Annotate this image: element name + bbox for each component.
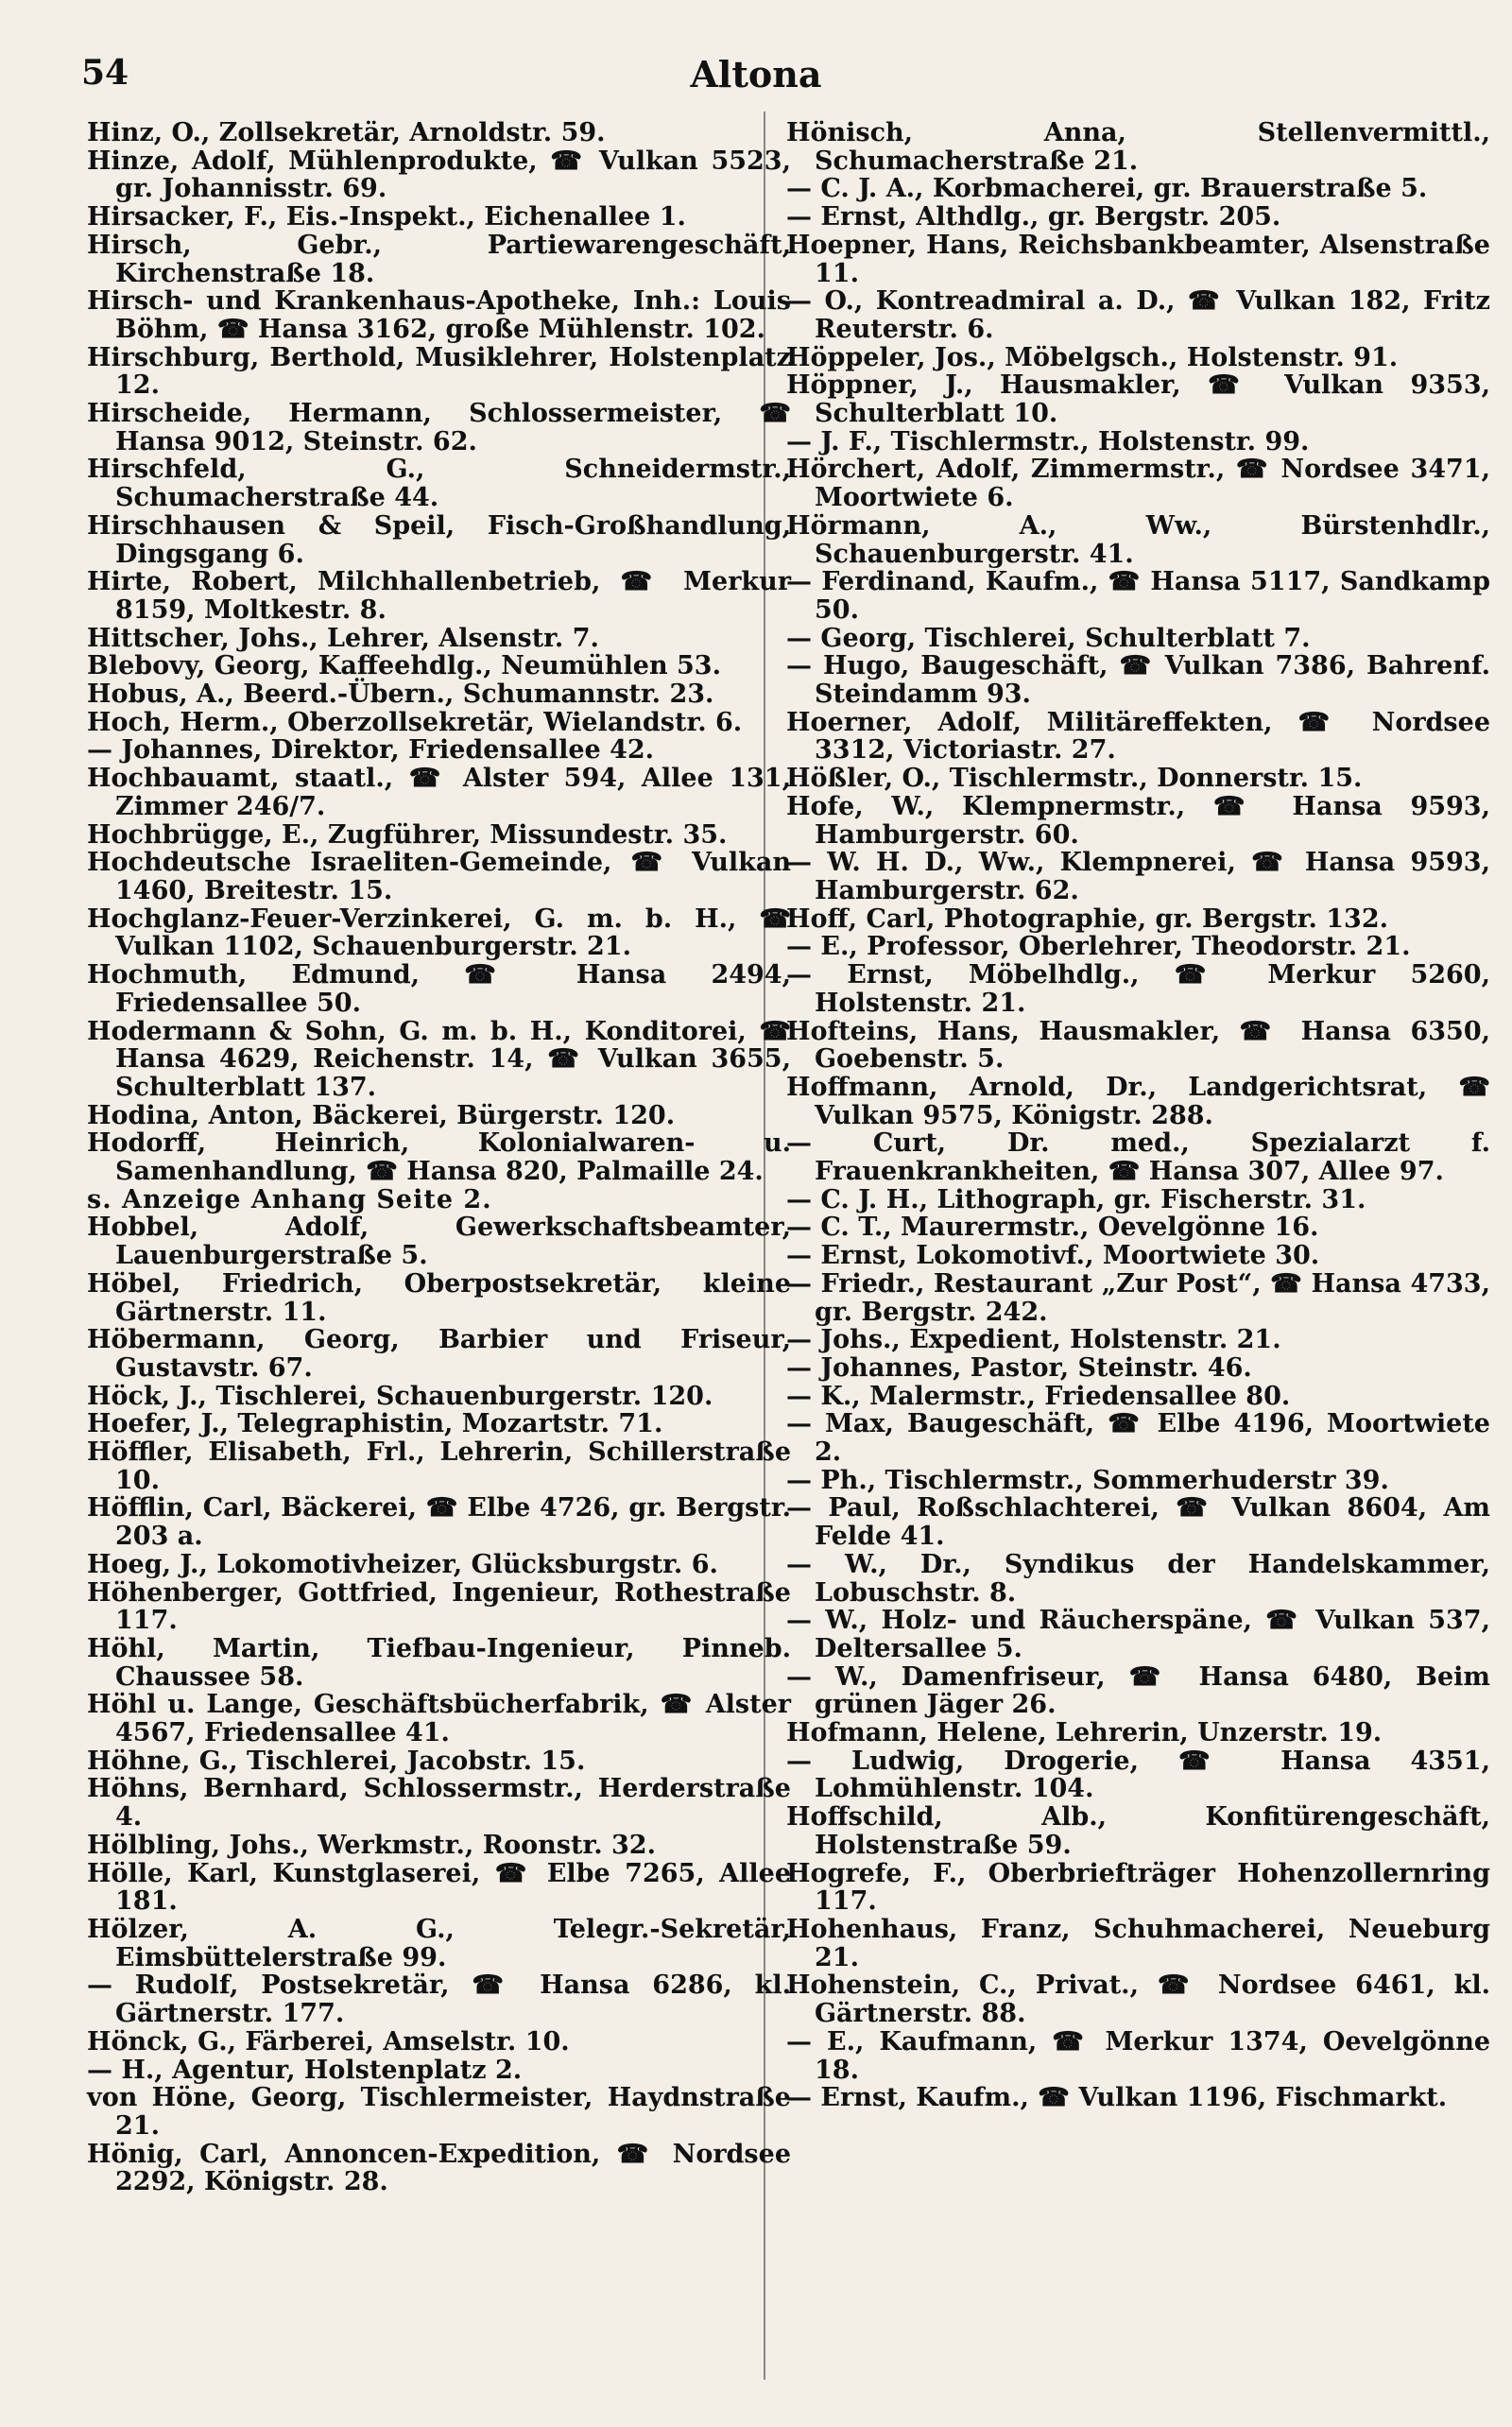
directory-entry: — Rudolf, Postsekretär, ☎ Hansa 6286, kl. Gärtnerstr. 177.	[87, 1971, 791, 2029]
directory-entry: Hirschhausen & Speil, Fisch-Großhandlung, Dingsgang 6.	[87, 510, 791, 569]
directory-entry: Hirscheide, Hermann, Schlossermeister, ☎ Hansa 9012, Steinstr. 62.	[87, 399, 791, 456]
directory-entry: — Johannes, Direktor, Friedensallee 42.	[87, 735, 655, 766]
directory-entry: Blebovy, Georg, Kaffeehdlg., Neumühlen 53.	[87, 651, 721, 681]
directory-entry: Hodermann & Sohn, G. m. b. H., Konditorei, ☎ Hansa 4629, Reichenstr. 14, ☎ Vulkan 3655, Schulterblatt 137.	[87, 1016, 791, 1102]
page-header	[0, 53, 1512, 110]
directory-entry: Hönisch, Anna, Stellenvermittl., Schumacherstraße 21.	[786, 118, 1490, 176]
directory-entry: Hirte, Robert, Milchhallenbetrieb, ☎ Merkur 8159, Moltkestr. 8.	[87, 567, 791, 625]
directory-entry: Hohenstein, C., Privat., ☎ Nordsee 6461, kl. Gärtnerstr. 88.	[786, 1971, 1490, 2029]
directory-entry: — C. T., Maurermstr., Oevelgönne 16.	[786, 1213, 1319, 1243]
directory-entry: — Max, Baugeschäft, ☎ Elbe 4196, Moortwiete 2.	[786, 1409, 1490, 1468]
directory-entry: Hölle, Karl, Kunstglaserei, ☎ Elbe 7265, Allee 181.	[87, 1858, 791, 1917]
directory-entry: — Curt, Dr. med., Spezialarzt f. Frauenkrankheiten, ☎ Hansa 307, Allee 97.	[786, 1128, 1490, 1187]
directory-entry: Hofteins, Hans, Hausmakler, ☎ Hansa 6350, Goebenstr. 5.	[786, 1016, 1490, 1075]
directory-entry: — Johs., Expedient, Holstenstr. 21.	[786, 1325, 1281, 1355]
directory-entry: — W., Holz- und Räucherspäne, ☎ Vulkan 537, Deltersallee 5.	[786, 1606, 1490, 1663]
right-column	[786, 119, 1490, 2112]
directory-entry: Höhne, G., Tischlerei, Jacobstr. 15.	[87, 1746, 586, 1776]
advertisement-notice: s. Anzeige Anhang Seite 2.	[87, 1184, 492, 1214]
directory-entry: — Johannes, Pastor, Steinstr. 46.	[786, 1352, 1252, 1383]
directory-entry: Hirsacker, F., Eis.-Inspekt., Eichenallee 1.	[87, 202, 686, 232]
directory-entry: — J. F., Tischlermstr., Holstenstr. 99.	[786, 426, 1310, 456]
directory-entry: — Ludwig, Drogerie, ☎ Hansa 4351, Lohmühlenstr. 104.	[786, 1746, 1490, 1804]
directory-entry: Hörchert, Adolf, Zimmermstr., ☎ Nordsee 3471, Moortwiete 6.	[786, 455, 1490, 513]
directory-entry: Hoff, Carl, Photographie, gr. Bergstr. 132.	[786, 904, 1389, 934]
directory-entry: — E., Professor, Oberlehrer, Theodorstr. 21.	[786, 932, 1411, 962]
directory-entry: — Ernst, Lokomotivf., Moortwiete 30.	[786, 1241, 1320, 1271]
directory-entry: Hoerner, Adolf, Militäreffekten, ☎ Nordsee 3312, Victoriastr. 27.	[786, 707, 1490, 766]
directory-entry: Hochbauamt, staatl., ☎ Alster 594, Allee 131, Zimmer 246/7.	[87, 764, 791, 821]
directory-entry: Hirschfeld, G., Schneidermstr., Schumacherstraße 44.	[87, 455, 791, 513]
directory-entry: Hinz, O., Zollsekretär, Arnoldstr. 59.	[87, 118, 606, 147]
directory-entry: Höbel, Friedrich, Oberpostsekretär, kleine Gärtnerstr. 11.	[87, 1268, 791, 1327]
directory-entry: — Georg, Tischlerei, Schulterblatt 7.	[786, 623, 1311, 653]
directory-entry: — W. H. D., Ww., Klempnerei, ☎ Hansa 9593, Hamburgerstr. 62.	[786, 848, 1490, 905]
directory-entry: — K., Malermstr., Friedensallee 80.	[786, 1381, 1291, 1411]
directory-entry: — Ph., Tischlermstr., Sommerhuderstr 39.	[786, 1465, 1389, 1495]
directory-entry: Höhl u. Lange, Geschäftsbücherfabrik, ☎ Alster 4567, Friedensallee 41.	[87, 1690, 791, 1748]
directory-entry: Hönck, G., Färberei, Amselstr. 10.	[87, 2026, 570, 2057]
directory-entry: Höhl, Martin, Tiefbau-Ingenieur, Pinneb. Chaussee 58.	[87, 1633, 791, 1692]
directory-entry: Hobbel, Adolf, Gewerkschaftsbeamter, Lauenburgerstraße 5.	[87, 1213, 791, 1271]
directory-entry: Hoffmann, Arnold, Dr., Landgerichtsrat, ☎ Vulkan 9575, Königstr. 288.	[786, 1072, 1490, 1130]
directory-entry: Hönig, Carl, Annoncen-Expedition, ☎ Nordsee 2292, Königstr. 28.	[87, 2139, 791, 2197]
directory-entry: Hochglanz-Feuer-Verzinkerei, G. m. b. H., ☎ Vulkan 1102, Schauenburgerstr. 21.	[87, 904, 791, 962]
directory-entry: Hittscher, Johs., Lehrer, Alsenstr. 7.	[87, 623, 599, 653]
directory-entry: Hirschburg, Berthold, Musiklehrer, Holstenplatz 12.	[87, 342, 791, 401]
directory-entry: Hobus, A., Beerd.-Übern., Schumannstr. 23.	[87, 680, 714, 710]
directory-entry: — Ernst, Kaufm., ☎ Vulkan 1196, Fischmarkt.	[786, 2083, 1448, 2113]
directory-entry: Hodorff, Heinrich, Kolonialwaren- u. Samenhandlung, ☎ Hansa 820, Palmaille 24.	[87, 1128, 791, 1187]
directory-entry: Höppner, J., Hausmakler, ☎ Vulkan 9353, Schulterblatt 10.	[786, 370, 1490, 429]
directory-entry: Hogrefe, F., Oberbriefträger Hohenzollernring 117.	[786, 1858, 1490, 1917]
directory-entry: — Friedr., Restaurant „Zur Post“, ☎ Hansa 4733, gr. Bergstr. 242.	[786, 1268, 1490, 1327]
directory-entry: Höhenberger, Gottfried, Ingenieur, Rothestraße 117.	[87, 1577, 791, 1636]
directory-entry: Hofe, W., Klempnermstr., ☎ Hansa 9593, Hamburgerstr. 60.	[786, 791, 1490, 850]
directory-entry: Hoeg, J., Lokomotivheizer, Glücksburgstr. 6.	[87, 1549, 718, 1579]
running-title: Altona	[690, 53, 822, 95]
directory-entry: Höck, J., Tischlerei, Schauenburgerstr. 120.	[87, 1381, 713, 1411]
directory-entry: — Ferdinand, Kaufm., ☎ Hansa 5117, Sandkamp 50.	[786, 567, 1490, 625]
directory-entry: — C. J. A., Korbmacherei, gr. Brauerstraße 5.	[786, 174, 1428, 204]
directory-entry: Hochmuth, Edmund, ☎ Hansa 2494, Friedensallee 50.	[87, 960, 791, 1018]
directory-entry: Hohenhaus, Franz, Schuhmacherei, Neueburg 21.	[786, 1915, 1490, 1972]
page-number: 54	[81, 53, 129, 93]
directory-entry: Höfflin, Carl, Bäckerei, ☎ Elbe 4726, gr. Bergstr. 203 a.	[87, 1493, 791, 1552]
directory-entry: — W., Dr., Syndikus der Handelskammer, Lobuschstr. 8.	[786, 1549, 1490, 1608]
directory-entry: — C. J. H., Lithograph, gr. Fischerstr. 31.	[786, 1184, 1366, 1214]
directory-entry: — Paul, Roßschlachterei, ☎ Vulkan 8604, Am Felde 41.	[786, 1493, 1490, 1552]
directory-entry: — Hugo, Baugeschäft, ☎ Vulkan 7386, Bahrenf. Steindamm 93.	[786, 651, 1490, 710]
left-column	[87, 119, 791, 2196]
directory-entry: Hoepner, Hans, Reichsbankbeamter, Alsenstraße 11.	[786, 230, 1490, 288]
directory-entry: Hoffschild, Alb., Konfitürengeschäft, Holstenstraße 59.	[786, 1802, 1490, 1860]
directory-entry: — H., Agentur, Holstenplatz 2.	[87, 2055, 523, 2085]
directory-entry: Höffler, Elisabeth, Frl., Lehrerin, Schillerstraße 10.	[87, 1437, 791, 1495]
directory-entry: Höhns, Bernhard, Schlossermstr., Herderstraße 4.	[87, 1774, 791, 1833]
directory-entry: Hodina, Anton, Bäckerei, Bürgerstr. 120.	[87, 1100, 676, 1130]
directory-entry: Höppeler, Jos., Möbelgsch., Holstenstr. 91.	[786, 342, 1399, 372]
directory-entry: Hörmann, A., Ww., Bürstenhdlr., Schauenburgerstr. 41.	[786, 510, 1490, 569]
directory-entry: von Höne, Georg, Tischlermeister, Haydnstraße 21.	[87, 2083, 791, 2141]
directory-entry: — W., Damenfriseur, ☎ Hansa 6480, Beim grünen Jäger 26.	[786, 1661, 1490, 1720]
directory-entry: Hofmann, Helene, Lehrerin, Unzerstr. 19.	[786, 1718, 1383, 1748]
directory-entry: — E., Kaufmann, ☎ Merkur 1374, Oevelgönne 18.	[786, 2026, 1490, 2085]
directory-entry: Hochdeutsche Israeliten-Gemeinde, ☎ Vulkan 1460, Breitestr. 15.	[87, 848, 791, 905]
directory-entry: Höbermann, Georg, Barbier und Friseur, Gustavstr. 67.	[87, 1325, 791, 1383]
directory-entry: Hirsch, Gebr., Partiewarengeschäft, Kirchenstraße 18.	[87, 230, 791, 288]
directory-entry: — O., Kontreadmiral a. D., ☎ Vulkan 182, Fritz Reuterstr. 6.	[786, 286, 1490, 344]
directory-entry: — Ernst, Althdlg., gr. Bergstr. 205.	[786, 202, 1281, 232]
directory-entry: Hölbling, Johs., Werkmstr., Roonstr. 32.	[87, 1830, 656, 1860]
directory-entry: — Ernst, Möbelhdlg., ☎ Merkur 5260, Holstenstr. 21.	[786, 960, 1490, 1018]
directory-entry: Hölzer, A. G., Telegr.-Sekretär, Eimsbüttelerstraße 99.	[87, 1915, 791, 1972]
directory-entry: Hinze, Adolf, Mühlenprodukte, ☎ Vulkan 5523, gr. Johannisstr. 69.	[87, 146, 791, 204]
directory-entry: Hoefer, J., Telegraphistin, Mozartstr. 71.	[87, 1409, 663, 1439]
directory-entry: Hoch, Herm., Oberzollsekretär, Wielandstr. 6.	[87, 707, 743, 737]
directory-entry: Hößler, O., Tischlermstr., Donnerstr. 15.	[786, 764, 1363, 794]
directory-entry: Hirsch- und Krankenhaus-Apotheke, Inh.: Louis Böhm, ☎ Hansa 3162, große Mühlenstr. 102.	[87, 286, 791, 344]
directory-entry: Hochbrügge, E., Zugführer, Missundestr. 35.	[87, 819, 728, 850]
